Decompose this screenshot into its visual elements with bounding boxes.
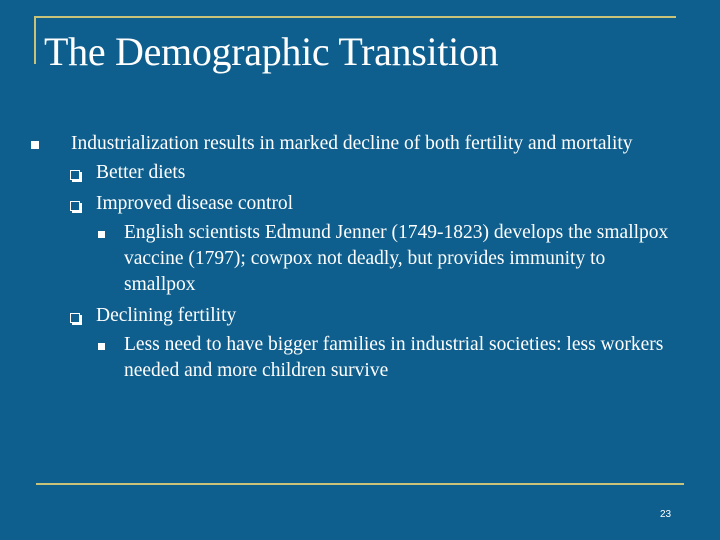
filled-square-bullet-icon <box>31 131 39 157</box>
title-left-rule <box>34 16 36 64</box>
hollow-square-bullet-icon <box>70 160 80 188</box>
filled-square-bullet-icon <box>98 332 105 358</box>
hollow-square-bullet-icon <box>70 303 80 331</box>
bullet-item-better-diets <box>30 160 670 186</box>
filled-square-bullet-icon <box>98 220 105 246</box>
bullet-text: Improved disease control <box>96 193 294 214</box>
footer-rule <box>36 483 684 485</box>
bullet-text: Declining fertility <box>96 305 237 326</box>
page-number: 23 <box>660 509 672 520</box>
bullet-text: Better diets <box>96 162 186 183</box>
bullet-text: Less need to have bigger families in industrial societies: less workers needed and more children survive <box>124 334 664 381</box>
slide-title: The Demographic Transition <box>44 29 499 74</box>
bullet-item-industrialization <box>30 131 670 157</box>
bullet-text: English scientists Edmund Jenner (1749-1823) develops the smallpox vaccine (1797); cowpox not deadly, but provides immunity to smallpox <box>124 222 669 295</box>
bullet-text: Industrialization results in marked decline of both fertility and mortality <box>71 133 633 154</box>
bullet-item-disease-control <box>30 191 670 217</box>
title-top-rule <box>36 16 676 18</box>
bullet-item-jenner <box>30 220 670 298</box>
bullet-item-smaller-families <box>30 332 670 384</box>
bullet-list <box>30 131 670 384</box>
hollow-square-bullet-icon <box>70 191 80 219</box>
bullet-item-declining-fertility <box>30 303 670 329</box>
